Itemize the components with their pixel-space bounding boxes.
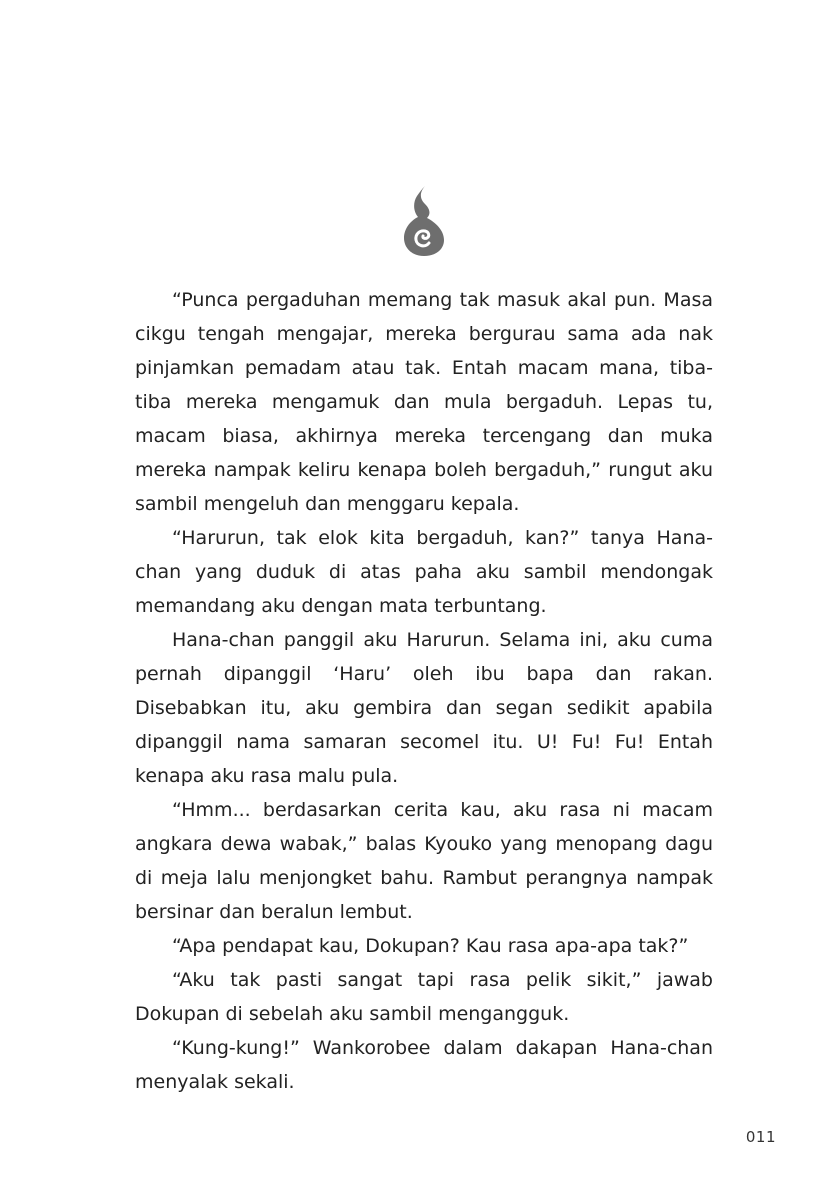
paragraph: Hana-chan panggil aku Harurun. Selama ini, aku cuma pernah dipanggil ‘Haru’ oleh ibu bapa dan rakan. Disebabkan itu, aku gembira dan segan sedikit apabila dipanggil nama samaran secomel itu. U! Fu! Fu! Entah kenapa aku rasa malu pula. <box>135 629 713 787</box>
paragraph: “Punca pergaduhan memang tak masuk akal pun. Masa cikgu tengah mengajar, mereka bergurau sama ada nak pinjamkan pemadam atau tak. Entah macam mana, tiba-tiba mereka mengamuk dan mula bergaduh. Lepas tu, macam biasa, akhirnya mereka tercengang dan muka mereka nampak keliru kenapa boleh bergaduh,” rungut aku sambil mengeluh dan menggaru kepala. <box>135 289 713 515</box>
paragraph: “Harurun, tak elok kita bergaduh, kan?” tanya Hana-chan yang duduk di atas paha aku sambil mendongak memandang aku dengan mata terbuntang. <box>135 527 713 617</box>
paragraph: “Kung-kung!” Wankorobee dalam dakapan Hana-chan menyalak sekali. <box>135 1037 713 1093</box>
paragraph: “Hmm... berdasarkan cerita kau, aku rasa ni macam angkara dewa wabak,” balas Kyouko yang menopang dagu di meja lalu menjongket bahu. Rambut perangnya nampak bersinar dan beralun lembut. <box>135 799 713 923</box>
flame-swirl-icon <box>403 185 445 257</box>
paragraph: “Apa pendapat kau, Dokupan? Kau rasa apa-apa tak?” <box>172 935 689 957</box>
page-number: 011 <box>745 1128 776 1146</box>
paragraph: “Aku tak pasti sangat tapi rasa pelik sikit,” jawab Dokupan di sebelah aku sambil mengangguk. <box>135 969 713 1025</box>
body-text <box>135 283 713 1099</box>
